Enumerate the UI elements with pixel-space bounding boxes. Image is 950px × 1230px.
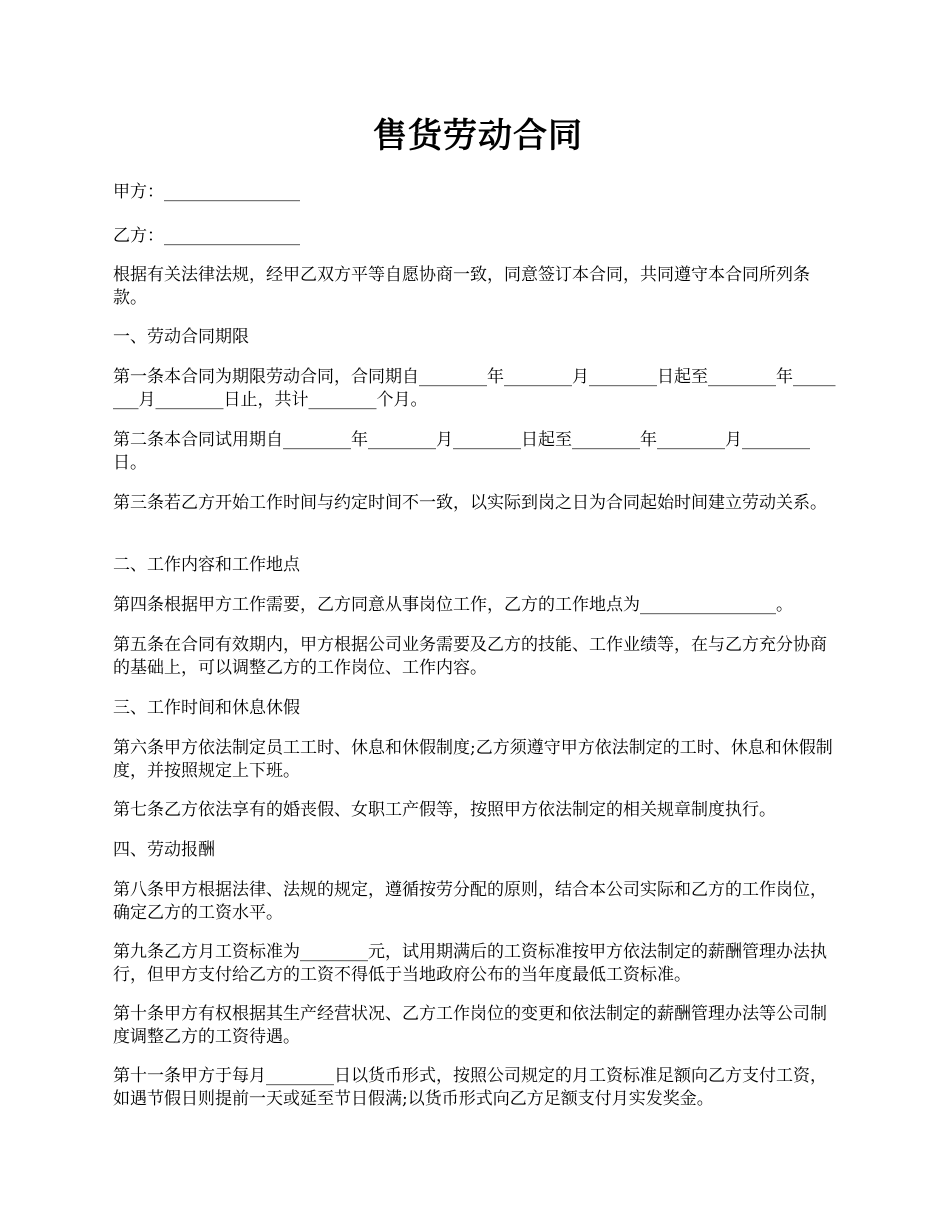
article-1: 第一条本合同为期限劳动合同，合同期自________年________月________日起至________年________月________日止，共计________个月。 bbox=[113, 367, 836, 410]
article-6: 第六条甲方依法制定员工工时、休息和休假制度;乙方须遵守甲方依法制定的工时、休息和休假制度，并按照规定上下班。 bbox=[113, 738, 833, 781]
section-heading-pay: 四、劳动报酬 bbox=[113, 840, 215, 860]
article-3: 第三条若乙方开始工作时间与约定时间不一致，以实际到岗之日为合同起始时间建立劳动关系。 bbox=[113, 493, 827, 513]
section-heading-work: 二、工作内容和工作地点 bbox=[113, 555, 300, 575]
article-10: 第十条甲方有权根据其生产经营状况、乙方工作岗位的变更和依法制定的薪酬管理办法等公司制度调整乙方的工资待遇。 bbox=[113, 1004, 827, 1047]
preamble-paragraph: 根据有关法律法规，经甲乙双方平等自愿协商一致，同意签订本合同，共同遵守本合同所列条款。 bbox=[113, 265, 810, 308]
article-8: 第八条甲方根据法律、法规的规定，遵循按劳分配的原则，结合本公司实际和乙方的工作岗位，确定乙方的工资水平。 bbox=[113, 880, 827, 923]
article-9: 第九条乙方月工资标准为________元，试用期满后的工资标准按甲方依法制定的薪酬管理办法执行，但甲方支付给乙方的工资不得低于当地政府公布的当年度最低工资标准。 bbox=[113, 942, 827, 985]
party-a-line: 甲方：________________ bbox=[113, 182, 300, 202]
document-title: 售货劳动合同 bbox=[373, 116, 583, 156]
article-4: 第四条根据甲方工作需要，乙方同意从事岗位工作，乙方的工作地点为________________。 bbox=[113, 595, 793, 615]
article-7: 第七条乙方依法享有的婚丧假、女职工产假等，按照甲方依法制定的相关规章制度执行。 bbox=[113, 800, 776, 820]
article-5: 第五条在合同有效期内，甲方根据公司业务需要及乙方的技能、工作业绩等，在与乙方充分协商的基础上，可以调整乙方的工作岗位、工作内容。 bbox=[113, 635, 827, 678]
article-11: 第十一条甲方于每月________日以货币形式，按照公司规定的月工资标准足额向乙方支付工资，如遇节假日则提前一天或延至节日假满;以货币形式向乙方足额支付月实发奖金。 bbox=[113, 1066, 827, 1109]
section-heading-term: 一、劳动合同期限 bbox=[113, 327, 249, 347]
party-b-line: 乙方：________________ bbox=[113, 226, 300, 246]
section-heading-hours: 三、工作时间和休息休假 bbox=[113, 698, 300, 718]
article-2: 第二条本合同试用期自________年________月________日起至________年________月________日。 bbox=[113, 430, 810, 473]
